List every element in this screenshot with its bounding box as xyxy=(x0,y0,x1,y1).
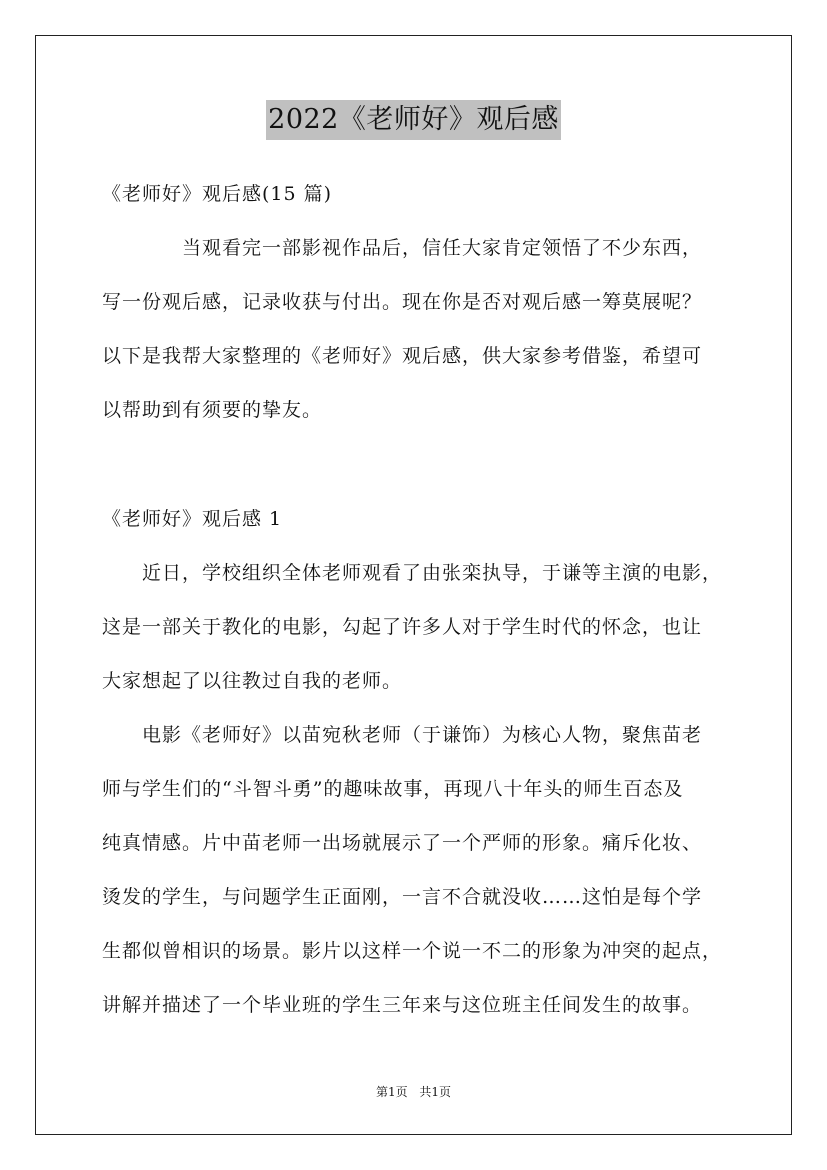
intro-line: 以帮助到有须要的挚友。 xyxy=(102,399,323,421)
intro-line: 写一份观后感，记录收获与付出。现在你是否对观后感一筹莫展呢？ xyxy=(102,291,703,313)
paragraph-line: 近日，学校组织全体老师观看了由张栾执导，于谦等主演的电影， xyxy=(142,562,723,584)
page-footer xyxy=(0,1083,827,1100)
paragraph-line: 电影《老师好》以苗宛秋老师（于谦饰）为核心人物，聚焦苗老 xyxy=(142,724,703,746)
paragraph-line: 师与学生们的“斗智斗勇”的趣味故事，再现八十年头的师生百态及 xyxy=(102,778,684,800)
intro-line: 以下是我帮大家整理的《老师好》观后感，供大家参考借鉴，希望可 xyxy=(102,345,703,367)
section-heading: 《老师好》观后感 1 xyxy=(102,508,283,530)
paragraph-line: 这是一部关于教化的电影，勾起了许多人对于学生时代的怀念，也让 xyxy=(102,616,703,638)
paragraph-line: 讲解并描述了一个毕业班的学生三年来与这位班主任间发生的故事。 xyxy=(102,994,703,1016)
page-total: 共1页 xyxy=(419,1085,452,1099)
title-container xyxy=(0,100,827,140)
page-number: 第1页 xyxy=(375,1085,408,1099)
paragraph-line: 生都似曾相识的场景。影片以这样一个说一不二的形象为冲突的起点， xyxy=(102,940,723,962)
paragraph-line: 大家想起了以往教过自我的老师。 xyxy=(102,670,403,692)
paragraph-line: 烫发的学生，与问题学生正面刚，一言不合就没收……这怕是每个学 xyxy=(102,886,703,908)
paragraph-line: 纯真情感。片中苗老师一出场就展示了一个严师的形象。痛斥化妆、 xyxy=(102,832,703,854)
document-title: 2022《老师好》观后感 xyxy=(266,100,561,140)
intro-line: 当观看完一部影视作品后，信任大家肯定领悟了不少东西， xyxy=(182,237,703,259)
document-subtitle: 《老师好》观后感(15 篇) xyxy=(102,183,333,205)
